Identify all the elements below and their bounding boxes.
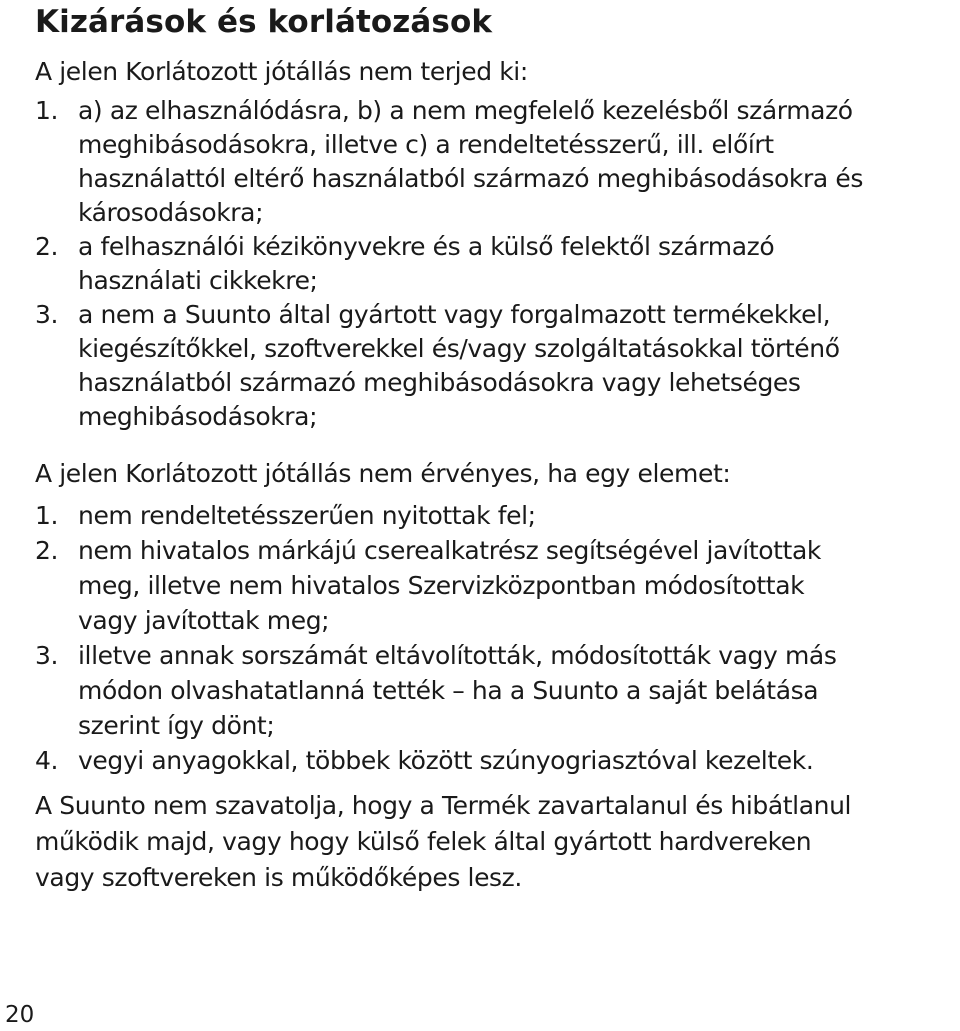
intro-paragraph-2: A jelen Korlátozott jótállás nem érvényes, ha egy elemet: — [35, 459, 731, 488]
invalidation-list — [35, 498, 836, 778]
list-item: 3. illetve annak sorszámát eltávolították, módosították vagy más módon olvashatatlanná tették – ha a Suunto a saját belátása szerint így dönt; — [35, 641, 837, 740]
list-item: 1. a) az elhasználódásra, b) a nem megfelelő kezelésből származó meghibásodásokra, illetve c) a rendeltetésszerű, ill. előírt használattól eltérő használatból származó meghibásodásokra és károsodásokra; — [35, 96, 863, 227]
list-item: 2. a felhasználói kézikönyvekre és a külső felektől származó használati cikkekre; — [35, 232, 775, 295]
page-number: 20 — [5, 1002, 35, 1028]
list-item: 3. a nem a Suunto által gyártott vagy forgalmazott termékekkel, kiegészítőkkel, szoftverekkel és/vagy szolgáltatásokkal történő használatból származó meghibásodásokra vagy lehetséges meghibásodásokra; — [35, 300, 840, 431]
list-item: 1. nem rendeltetésszerűen nyitottak fel; — [35, 501, 536, 530]
section-heading: Kizárások és korlátozások — [35, 4, 493, 40]
exclusions-list — [35, 94, 863, 434]
intro-paragraph-1: A jelen Korlátozott jótállás nem terjed ki: — [35, 57, 528, 86]
list-item: 4. vegyi anyagokkal, többek között szúnyogriasztóval kezeltek. — [35, 746, 814, 775]
list-item: 2. nem hivatalos márkájú cserealkatrész segítségével javítottak meg, illetve nem hivatalos Szervizközpontban módosítottak vagy javítottak meg; — [35, 536, 821, 635]
closing-paragraph: A Suunto nem szavatolja, hogy a Termék zavartalanul és hibátlanul működik majd, vagy hogy külső felek által gyártott hardvereken vagy szoftvereken is működőképes lesz. — [35, 791, 852, 892]
